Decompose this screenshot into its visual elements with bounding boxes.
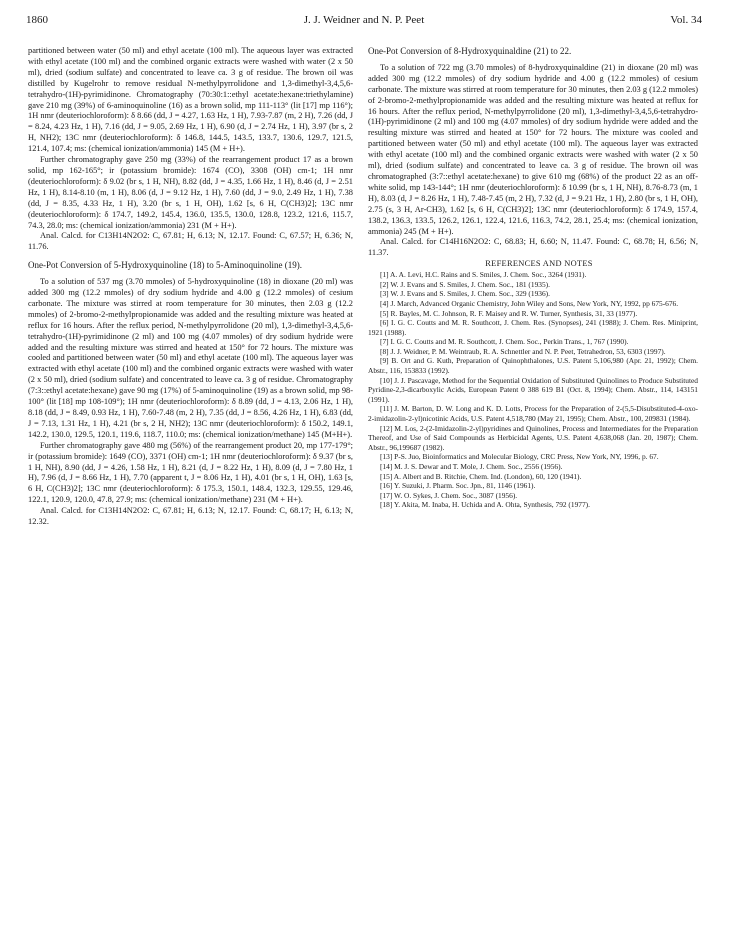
reference-item: [4] J. March, Advanced Organic Chemistry, John Wiley and Sons, New York, NY, 1992, pp 675-676.	[380, 298, 679, 308]
analysis-paragraph: Anal. Calcd. for C14H16N2O2: C, 68.83; H, 6.60; N, 11.47. Found: C, 68.78; H, 6.56; N, 11.37.	[368, 237, 698, 258]
reference-item: [2] W. J. Evans and S. Smiles, J. Chem. Soc., 181 (1935).	[380, 279, 550, 289]
running-head: J. J. Weidner and N. P. Peet	[303, 14, 425, 26]
paragraph: Further chromatography gave 250 mg (33%) of the rearrangement product 17 as a brown solid, mp 162-165°; ir (potassium bromide): 1674 (CO), 3308 (OH) cm-1; 1H nmr (deuteriochloroform): δ 9.02 (br s, 1 H, NH), 8.82 (dd, J = 4.35, 1.66 Hz, 1 H), 8.46 (d, J = 2.51 Hz, 1 H), 8.14-8.10 (m, 1 H), 8.06 (d, J = 9.12 Hz, 1 H), 7.60 (dd, J = 9.0, 2.49 Hz, 1 H), 7.38 (dd, J = 8.35, 4.33 Hz, 1 H), 3.20 (br s, 1 H, OH), 1.62 [s, 6 H, C(CH3)2]; 13C nmr (deuteriochloroform): δ 174.7, 149.2, 145.4, 136.0, 135.5, 130.0, 128.8, 123.2, 121.6, 115.7, 74.3, 28.0; ms: (chemical ionization/ammonia) 231 (M + H+).	[28, 155, 353, 230]
reference-item: [1] A. A. Levi, H.C. Rains and S. Smiles, J. Chem. Soc., 3264 (1931).	[380, 270, 587, 280]
reference-item: [3] W. J. Evans and S. Smiles, J. Chem. Soc., 329 (1936).	[380, 289, 550, 299]
paragraph: Further chromatography gave 480 mg (56%) of the rearrangement product 20, mp 177-179°; ir (potassium bromide): 1649 (CO), 3371 (OH) cm-1; 1H nmr (deuteriochloroform): δ 9.37 (br s, 1 H, NH), 8.90 (dd, J = 4.26, 1.58 Hz, 1 H), 8.21 (d, J = 8.22 Hz, 1 H), 8.09 (d, J = 7.80 Hz, 1 H), 7.96 (d, J = 8.66 Hz, 1 H), 7.70 (apparent t, J = 8.06 Hz, 1 H), 4.01 (br s, 1 H, OH), 1.63 [s, 6 H, C(CH3)2]; 13C nmr (deuteriochloroform): δ 175.3, 150.1, 148.4, 132.3, 129.55, 129.46, 122.1, 120.9, 120.0, 47.8, 27.9; ms: (chemical ionization/methane) 231 (M + H+).	[28, 440, 353, 505]
analysis-paragraph: Anal. Calcd. for C13H14N2O2: C, 67.81; H, 6.13; N, 12.17. Found: C, 68.17; H, 6.13; N, 12.32.	[28, 506, 353, 527]
analysis-paragraph: Anal. Calcd. for C13H14N2O2: C, 67.81; H, 6.13; N, 12.17. Found: C, 67.57; H, 6.36; N, 11.76.	[28, 231, 353, 252]
reference-item: [5] R. Bayles, M. C. Johnson, R. F. Maisey and R. W. Turner, Synthesis, 31, 33 (1977).	[380, 308, 638, 318]
left-column	[28, 46, 353, 528]
page-number: 1860	[26, 14, 48, 26]
volume-label: Vol. 34	[670, 14, 702, 26]
reference-item: [8] J. J. Weidner, P. M. Weintraub, R. A. Schnettler and N. P. Peet, Tetrahedron, 53, 6303 (1997).	[380, 346, 666, 356]
reference-item: [13] P-S. Juo, Bioinformatics and Molecular Biology, CRC Press, New York, NY, 1996, p. 67.	[380, 452, 659, 462]
paragraph: To a solution of 722 mg (3.70 mmoles) of 8-hydroxyquinaldine (21) in dioxane (20 ml) was added 300 mg (12.2 mmoles) of dry sodium hydride and 4.00 g (12.2 mmoles) of cesium carbonate. The mixture was stirred at room temperature for 30 minutes, then 2.03 g (12.2 mmoles) of 2-bromo-2-methylpropionamide was added and the resulting mixture was heated at reflux for 16 hours. After the reflux period, N-methylpyrrolidone (20 ml), 1,3-dimethyl-3,4,5,6-tetrahydro-(1H)-pyrimidinone (2 ml) and 100 mg (4.07 mmoles) of dry sodium hydride were added and the resulting mixture was stirred and heated at 150° for 72 hours. The mixture was cooled and partitioned between water (50 ml) and ethyl acetate (100 ml). The aqueous layer was extracted with ethyl acetate (100 ml) and the combined organic extracts were washed with water (2 x 50 ml), dried (sodium sulfate) and concentrated to leave ca. 3 g of residue. The brown oil was chromatographed (3:7::ethyl acetate:hexane) to give 610 mg (68%) of the product 22 as an off-white solid, mp 143-144°; 1H nmr (deuteriochloroform): δ 10.99 (br s, 1 H, NH), 8.76-8.73 (m, 1 H), 8.03 (d, J = 8.26 Hz, 1 H), 7.48-7.45 (m, 2 H), 7.32 (d, J = 9.21 Hz, 1 H), 2.80 (br s, 1 H, OH), 2.75 (s, 3 H, Ar-CH3), 1.62 [s, 6 H, C(CH3)2]; 13C nmr (deuteriochloroform): δ 174.9, 157.4, 138.2, 136.3, 133.5, 126.2, 126.1, 122.4, 121.6, 116.3, 74.2, 28.1, 25.4; ms: (chemical ionization, ammonia) 245 (M + H+).	[368, 62, 698, 236]
section-heading: One-Pot Conversion of 8-Hydroxyquinaldine (21) to 22.	[368, 46, 572, 56]
reference-item: [7] I. G. C. Coutts and M. R. Southcott, J. Chem. Soc., Perkin Trans., 1, 767 (1990).	[380, 337, 629, 347]
reference-item: [16] Y. Suzuki, J. Pharm. Soc. Jpn., 81, 1146 (1961).	[380, 481, 536, 491]
references-heading: REFERENCES AND NOTES	[485, 259, 593, 269]
reference-item: [14] M. J. S. Dewar and T. Mole, J. Chem. Soc., 2556 (1956).	[380, 462, 563, 471]
right-column	[368, 46, 698, 510]
reference-item: [10] J. J. Pascavage, Method for the Sequential Oxidation of Substituted Quinolines to Produce Substituted Pyridine-2,3-dicarboxylic Acids, European Patent 0 388 619 B1 (Oct. 8, 1994); Chem. Abstr., 114, 143151 (1991).	[368, 375, 698, 404]
reference-item: [12] M. Los, 2-(2-Imidazolin-2-yl)pyridines and Quinolines, Process and Intermediates for the Preparation Thereof, and Use of Said Compounds as Herbicidal Agents, U.S. Patent 4,638,068 (Jan. 20, 1987); Chem. Abstr., 96,199687 (1982).	[368, 423, 698, 452]
section-heading: One-Pot Conversion of 5-Hydroxyquinoline (18) to 5-Aminoquinoline (19).	[28, 260, 302, 271]
reference-item: [15] A. Albert and B. Ritchie, Chem. Ind. (London), 60, 120 (1941).	[380, 471, 582, 481]
paragraph: To a solution of 537 mg (3.70 mmoles) of 5-hydroxyquinoline (18) in dioxane (20 ml) was added 300 mg (12.2 mmoles) of dry sodium hydride and 4.00 g (12.2 mmoles) of cesium carbonate. The mixture was stirred at room temperature for 30 minutes, then 2.03 g (12.2 mmoles) of 2-bromo-2-methylpropionamide was added and the resulting mixture was heated at reflux for 16 hours. After the reflux period, N-methylpyrrolidone (20 ml), 1,3-dimethyl-3,4,5,6-tetrahydro-(1H)-pyrimidinone (2 ml) and 100 mg (4.07 mmoles) of dry sodium hydride were added and the resulting mixture was stirred and heated at 150° for 72 hours. The mixture was cooled and partitioned between water (50 ml) and ethyl acetate (100 ml). The aqueous layer was extracted with ethyl acetate (100 ml) and the combined organic extracts were washed with water (2 x 50 ml), dried (sodium sulfate) and concentrated to leave ca. 3 g of residue. Chromatography (7:3::ethyl acetate:hexane) gave 90 mg (17%) of 5-aminoquinoline (19) as a brown solid, mp 98-100° (lit [18] mp 108-109°); 1H nmr (deuteriochloroform): δ 8.89 (dd, J = 4.13, 2.06 Hz, 1 H), 8.18 (dd, J = 8.49, 0.93 Hz, 1 H), 7.60-7.48 (m, 2 H), 7.35 (dd, J = 8.56, 4.26 Hz, 1 H), 6.83 (dd, J = 7.13, 1.31 Hz, 1 H), 4.21 (br s, 2 H, NH2); 13C nmr (deuteriochloroform): δ 150.2, 149.1, 142.2, 130.0, 129.5, 120.1, 119.6, 118.7, 110.0; ms: (chemical ionization/methane) 145 (M+H+).	[28, 277, 353, 439]
reference-item: [18] Y. Akita, M. Inaba, H. Uchida and A. Ohta, Synthesis, 792 (1977).	[380, 500, 590, 510]
page-header	[26, 14, 702, 30]
reference-item: [6] I. G. C. Coutts and M. R. Southcott, J. Chem. Res. (Synopses), 241 (1988); J. Chem. Res. Miniprint, 1921 (1988).	[368, 318, 698, 337]
reference-list	[368, 270, 698, 510]
reference-item: [11] J. M. Barton, D. W. Long and K. D. Lotts, Process for the Preparation of 2-(5,5-Disubstituted-4-oxo-2-imidazolin-2-yl)nicotinic Acids, U.S. Patent 4,518,780 (May 21, 1995); Chem. Abstr., 100, 209831 (1984).	[368, 404, 698, 424]
paragraph: partitioned between water (50 ml) and ethyl acetate (100 ml). The aqueous layer was extracted with ethyl acetate (100 ml) and the combined organic extracts were washed with water (2 x 50 ml), dried (sodium sulfate) and concentrated to leave ca. 3 g of residue. The brown oil was distilled by Kugelrohr to remove residual N-methylpyrrolidone and 1,3-dimethyl-3,4,5,6-tetrahydro-(1H)-pyrimidinone. Chromatography (70:30:1::ethyl acetate:hexane:triethylamine) gave 210 mg (39%) of 6-aminoquinoline (16) as a brown solid, mp 111-113° (lit [17] mp 116°); 1H nmr (deuteriochloroform): δ 8.66 (dd, J = 4.27, 1.63 Hz, 1 H), 7.93-7.87 (m, 2 H), 7.26 (dd, J = 8.24, 4.23 Hz, 1 H), 7.16 (dd, J = 9.05, 2.69 Hz, 1 H), 6.90 (d, J = 2.74 Hz, 1 H), 3.97 (br s, 2 H, NH2); 13C nmr (deuteriochloroform): δ 146.8, 144.5, 143.5, 133.7, 130.6, 129.7, 121.5, 121.4, 107.4; ms: (chemical ionization/ammonia) 145 (M + H+).	[28, 46, 353, 154]
reference-item: [9] B. Ort and G. Kuth, Preparation of Quinophthalones, U.S. Patent 5,106,980 (Apr. 21, 1992); Chem. Abstr., 116, 153833 (1992).	[368, 356, 698, 376]
reference-item: [17] W. O. Sykes, J. Chem. Soc., 3087 (1956).	[380, 490, 518, 500]
